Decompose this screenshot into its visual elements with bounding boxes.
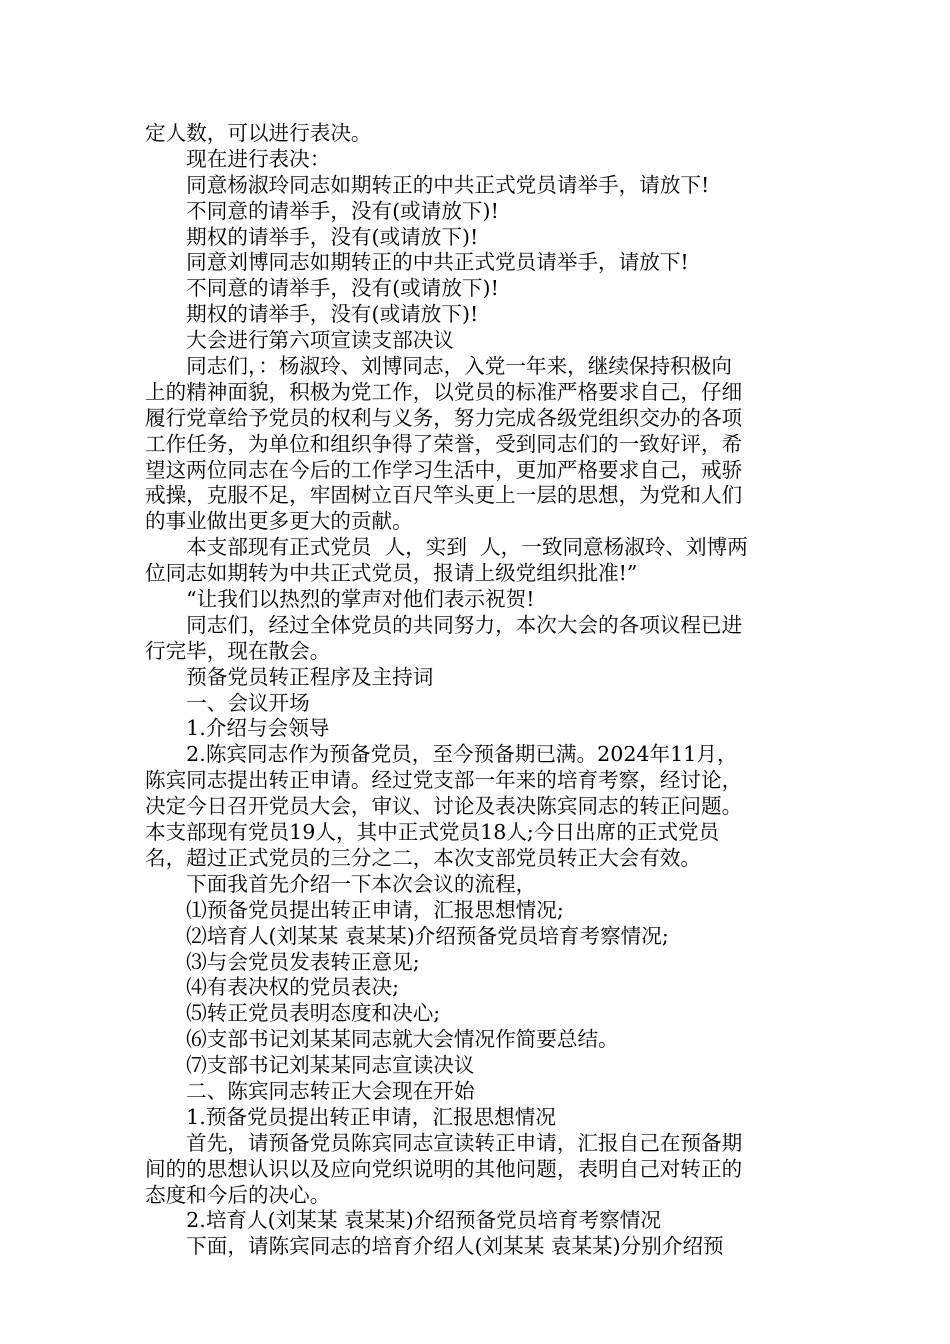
- text-line: 态度和今后的决心。: [145, 1182, 331, 1207]
- list-item: ⑶与会党员发表转正意见;: [145, 949, 420, 974]
- text-line: 下面我首先介绍一下本次会议的流程，: [145, 871, 537, 896]
- text-line: 同意杨淑玲同志如期转正的中共正式党员请举手，请放下!: [145, 172, 710, 197]
- text-line: 上的精神面貌，积极为党工作，以党员的标准严格要求自己，仔细: [145, 379, 743, 404]
- text-line: 2.陈宾同志作为预备党员，至今预备期已满。2024年11月，: [145, 742, 738, 767]
- text-line: 履行党章给予党员的权利与义务，努力完成各级党组织交办的各项: [145, 405, 743, 430]
- document-body: [145, 121, 810, 1260]
- text-line: 名，超过正式党员的三分之二，本次支部党员转正大会有效。: [145, 845, 702, 870]
- text-line: 位同志如期转为中共正式党员，报请上级党组织批准!”: [145, 561, 638, 586]
- text-line: 定人数，可以进行表决。: [145, 121, 372, 145]
- text-line: 陈宾同志提出转正申请。经过党支部一年来的培育考察，经讨论，: [145, 768, 743, 793]
- list-item: ⑷有表决权的党员表决;: [145, 975, 400, 1000]
- section-heading: 预备党员转正程序及主持词: [145, 664, 434, 689]
- list-item: ⑸转正党员表明态度和决心;: [145, 1001, 441, 1026]
- list-item: ⑵培育人(刘某某 袁某某)介绍预备党员培育考察情况;: [145, 923, 669, 948]
- text-line: 期权的请举手，没有(或请放下)!: [145, 302, 479, 327]
- text-line: 本支部现有党员19人，其中正式党员18人;今日出席的正式党员: [145, 820, 720, 845]
- text-line: 的事业做出更多更大的贡献。: [145, 509, 413, 534]
- list-item: ⑴预备党员提出转正申请，汇报思想情况;: [145, 897, 564, 922]
- list-item: ⑹支部书记刘某某同志就大会情况作简要总结。: [145, 1027, 619, 1052]
- text-line: 戒操，克服不足，牢固树立百尺竿头更上一层的思想，为党和人们: [145, 483, 743, 508]
- text-line: 首先，请预备党员陈宾同志宣读转正申请，汇报自己在预备期: [145, 1130, 743, 1155]
- text-line: 不同意的请举手，没有(或请放下)!: [145, 276, 499, 301]
- text-line: 大会进行第六项宣读支部决议: [145, 328, 454, 353]
- text-line: 同志们，经过全体党员的共同努力，本次大会的各项议程已进: [145, 612, 743, 637]
- list-item: ⑺支部书记刘某某同志宣读决议: [145, 1053, 475, 1078]
- text-line: 1.介绍与会领导: [145, 716, 330, 741]
- text-line: 下面，请陈宾同志的培育介绍人(刘某某 袁某某)分别介绍预: [145, 1234, 724, 1259]
- section-heading: 一、会议开场: [145, 690, 310, 715]
- text-line: 望这两位同志在今后的工作学习生活中，更加严格要求自己，戒骄: [145, 457, 743, 482]
- text-line: 不同意的请举手，没有(或请放下)!: [145, 198, 499, 223]
- text-line: 1.预备党员提出转正申请，汇报思想情况: [145, 1104, 556, 1129]
- section-heading: 二、陈宾同志转正大会现在开始: [145, 1078, 475, 1103]
- text-line: 同志们，：杨淑玲、刘博同志，入党一年来，继续保持积极向: [145, 354, 732, 379]
- text-line: 2.培育人(刘某某 袁某某)介绍预备党员培育考察情况: [145, 1208, 661, 1233]
- text-line: “让我们以热烈的掌声对他们表示祝贺!: [145, 587, 535, 612]
- text-line: 行完毕，现在散会。: [145, 638, 331, 663]
- text-line: 间的的思想认识以及应向党织说明的其他问题，表明自己对转正的: [145, 1156, 743, 1181]
- text-line: 决定今日召开党员大会，审议、讨论及表决陈宾同志的转正问题。: [145, 794, 743, 819]
- text-line: 工作任务，为单位和组织争得了荣誉，受到同志们的一致好评，希: [145, 431, 743, 456]
- text-line: 本支部现有正式党员 人，实到 人，一致同意杨淑玲、刘博两: [145, 535, 748, 560]
- text-line: 现在进行表决：: [145, 146, 331, 171]
- text-line: 同意刘博同志如期转正的中共正式党员请举手，请放下!: [145, 250, 689, 275]
- text-line: 期权的请举手，没有(或请放下)!: [145, 224, 479, 249]
